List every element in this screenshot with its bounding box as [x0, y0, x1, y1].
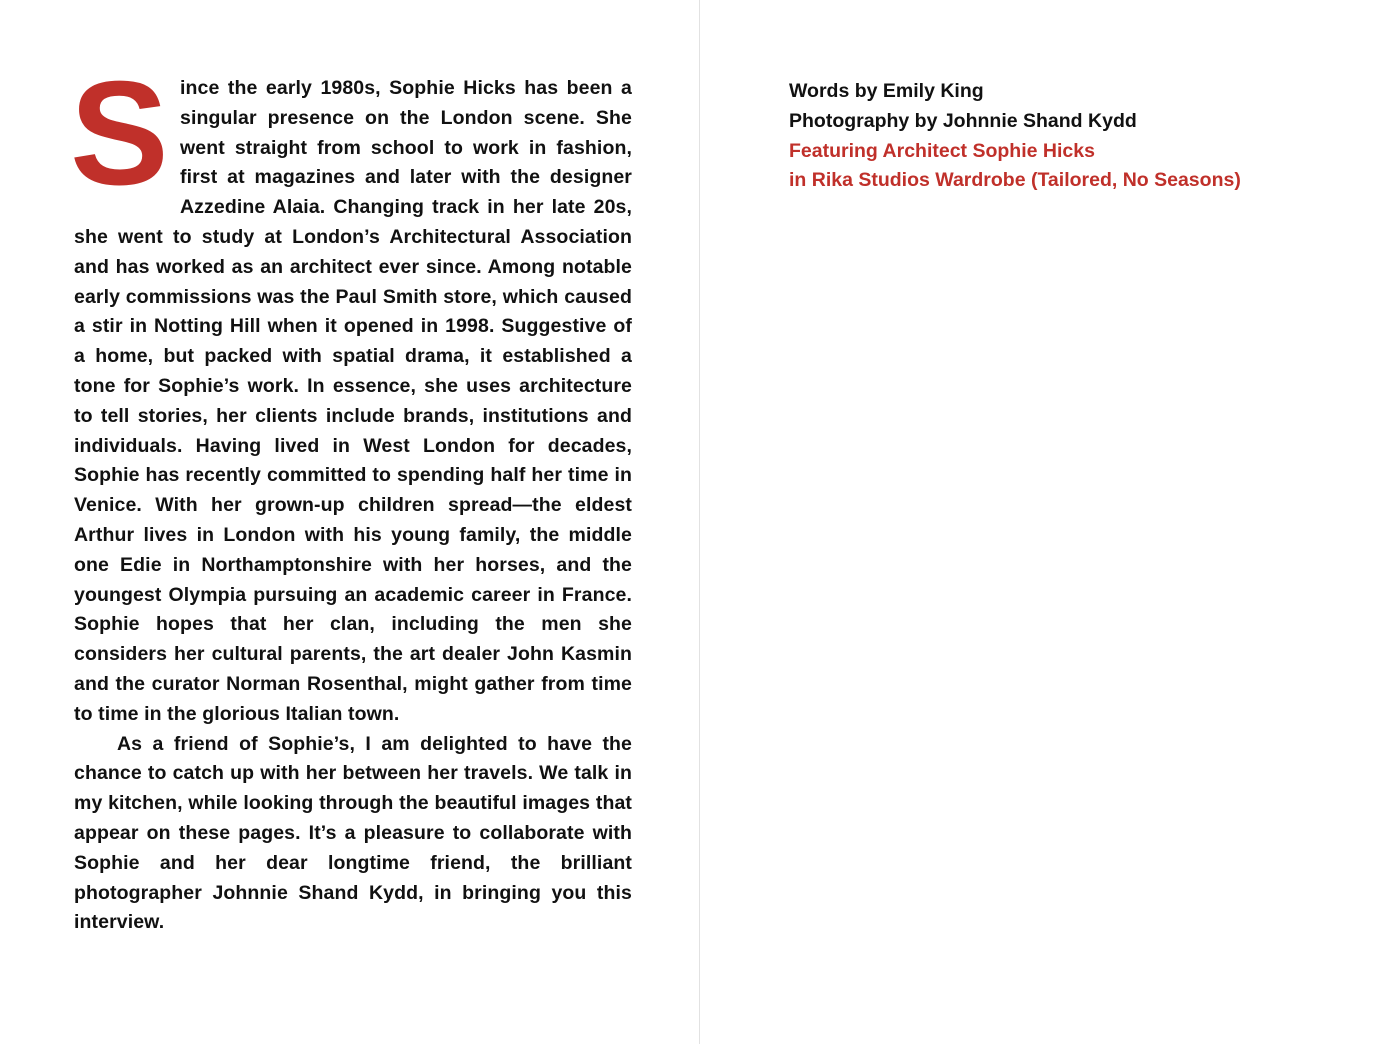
right-page [789, 77, 1349, 196]
credits-block [789, 77, 1349, 196]
left-page [70, 51, 632, 938]
credit-photography: Photography by Johnnie Shand Kydd [789, 109, 1137, 132]
credit-words: Words by Emily King [789, 80, 984, 102]
article-paragraph-2: As a friend of Sophie’s, I am delighted to have the chance to catch up with her between her travels. We talk in my kitchen, while looking through the beautiful images that appear on these pages. It’s a pleasure to collaborate with Sophie and her dear longtime friend, the brilliant photographer Johnnie Shand Kydd, in bringing you this interview. [74, 732, 632, 934]
drop-cap: S [70, 51, 167, 216]
article-paragraph-1-text: ince the early 1980s, Sophie Hicks has been a singular presence on the London scene. She went straight from school to work in fashion, first at magazines and later with the designer Azzedine Alaia. Changing track in her late 20s, she went to study at London’s Architectural Association and has worked as an architect ever since. Among notable early commissions was the Paul Smith store, which caused a stir in Notting Hill when it opened in 1998. Suggestive of a home, but packed with spatial drama, it established a tone for Sophie’s work. In essence, she uses architecture to tell stories, her clients include brands, institutions and individuals. Having lived in West London for decades, Sophie has recently committed to spending half her time in Venice. With her grown-up children spread—the eldest Arthur lives in London with his young family, the middle one Edie in Northamptonshire with her horses, and the youngest Olympia pursuing an academic career in France. Sophie hopes that her clan, including the men she considers her cultural parents, the art dealer John Kasmin and the curator Norman Rosenthal, might gather from time to time in the glorious Italian town. [74, 77, 632, 725]
credit-featuring: Featuring Architect Sophie Hicks [789, 139, 1095, 162]
credit-wardrobe: in Rika Studios Wardrobe (Tailored, No Seasons) [789, 169, 1241, 192]
article-paragraph-1 [70, 51, 632, 730]
page-gutter [699, 0, 700, 1044]
article-body [70, 51, 632, 938]
